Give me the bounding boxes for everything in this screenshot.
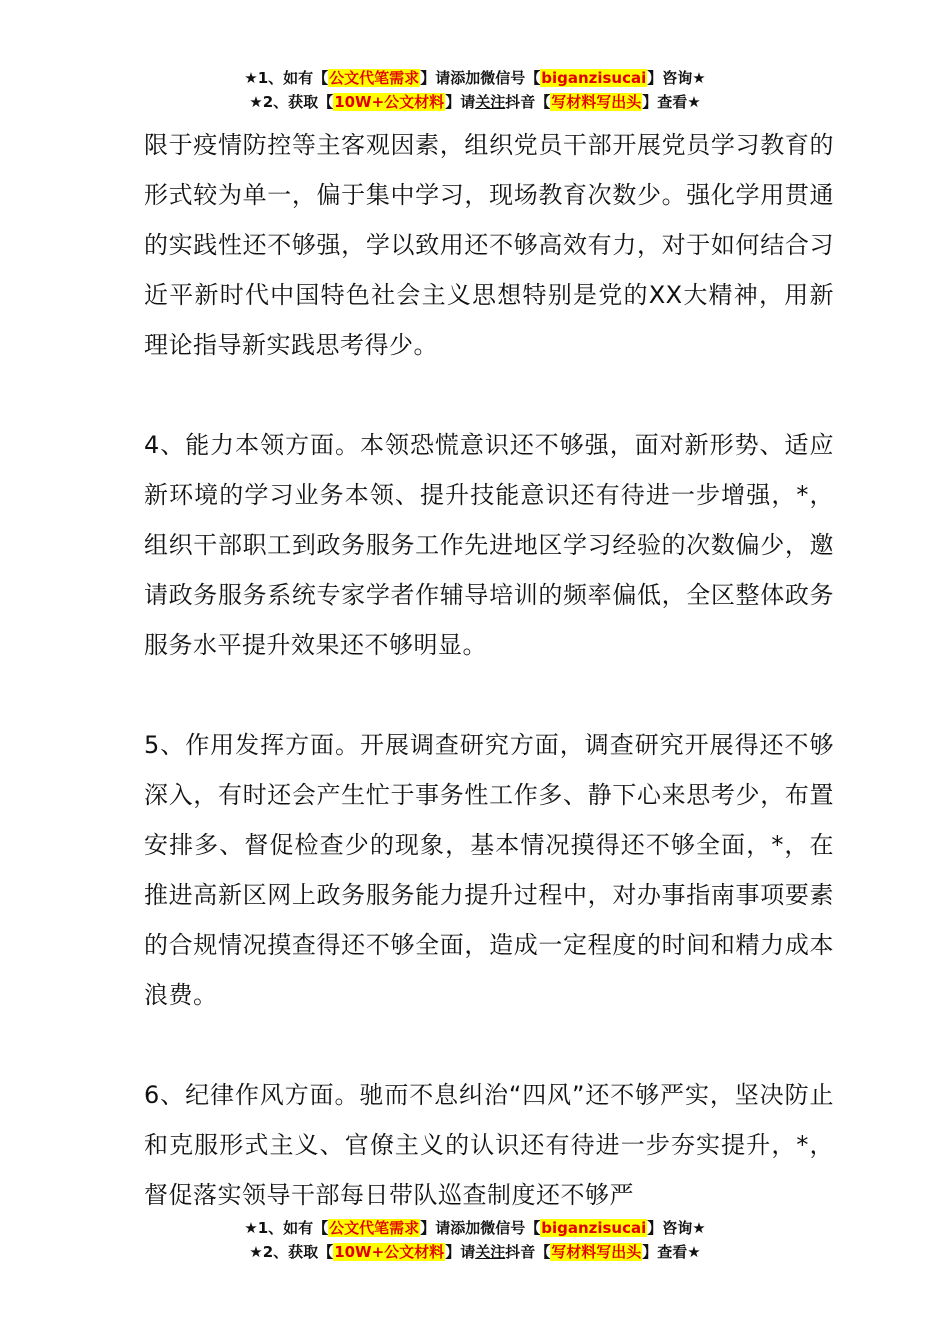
banner-highlight: 公文代笔需求 [329, 1219, 420, 1237]
follow-text: 关注 [475, 1243, 506, 1261]
banner-line-1: ★1、如有【公文代笔需求】请添加微信号【biganzisucai】咨询★ [244, 69, 706, 87]
banner-line-2: ★2、获取【10W+公文材料】请关注抖音【写材料写出头】查看★ [249, 93, 701, 111]
footer-banner [0, 1216, 950, 1264]
banner-line-1: ★1、如有【公文代笔需求】请添加微信号【biganzisucai】咨询★ [244, 1219, 706, 1237]
banner-highlight: 10W+公文材料 [334, 93, 445, 111]
follow-text: 关注 [475, 93, 506, 111]
document-body [144, 120, 834, 1220]
paragraph: 5、作用发挥方面。开展调查研究方面，调查研究开展得还不够深入，有时还会产生忙于事务性工作多、静下心来思考少，布置安排多、督促检查少的现象，基本情况摸得还不够全面，*，在推进高新区网上政务服务能力提升过程中，对办事指南事项要素的合规情况摸查得还不够全面，造成一定程度的时间和精力成本浪费。 [144, 731, 834, 1009]
douyin-account: 写材料写出头 [551, 1243, 642, 1261]
header-banner [0, 66, 950, 114]
wechat-id: biganzisucai [541, 69, 647, 87]
banner-highlight: 10W+公文材料 [334, 1243, 445, 1261]
banner-highlight: 公文代笔需求 [329, 69, 420, 87]
wechat-id: biganzisucai [541, 1219, 647, 1237]
paragraph: 4、能力本领方面。本领恐慌意识还不够强，面对新形势、适应新环境的学习业务本领、提升技能意识还有待进一步增强，*，组织干部职工到政务服务工作先进地区学习经验的次数偏少，邀请政务服务系统专家学者作辅导培训的频率偏低，全区整体政务服务水平提升效果还不够明显。 [144, 431, 834, 659]
douyin-account: 写材料写出头 [551, 93, 642, 111]
banner-line-2: ★2、获取【10W+公文材料】请关注抖音【写材料写出头】查看★ [249, 1243, 701, 1261]
paragraph: 限于疫情防控等主客观因素，组织党员干部开展党员学习教育的形式较为单一，偏于集中学习，现场教育次数少。强化学用贯通的实践性还不够强，学以致用还不够高效有力，对于如何结合习近平新时代中国特色社会主义思想特别是党的XX大精神，用新理论指导新实践思考得少。 [144, 131, 834, 359]
paragraph: 6、纪律作风方面。驰而不息纠治“四风”还不够严实，坚决防止和克服形式主义、官僚主义的认识还有待进一步夯实提升，*，督促落实领导干部每日带队巡查制度还不够严 [144, 1081, 834, 1209]
